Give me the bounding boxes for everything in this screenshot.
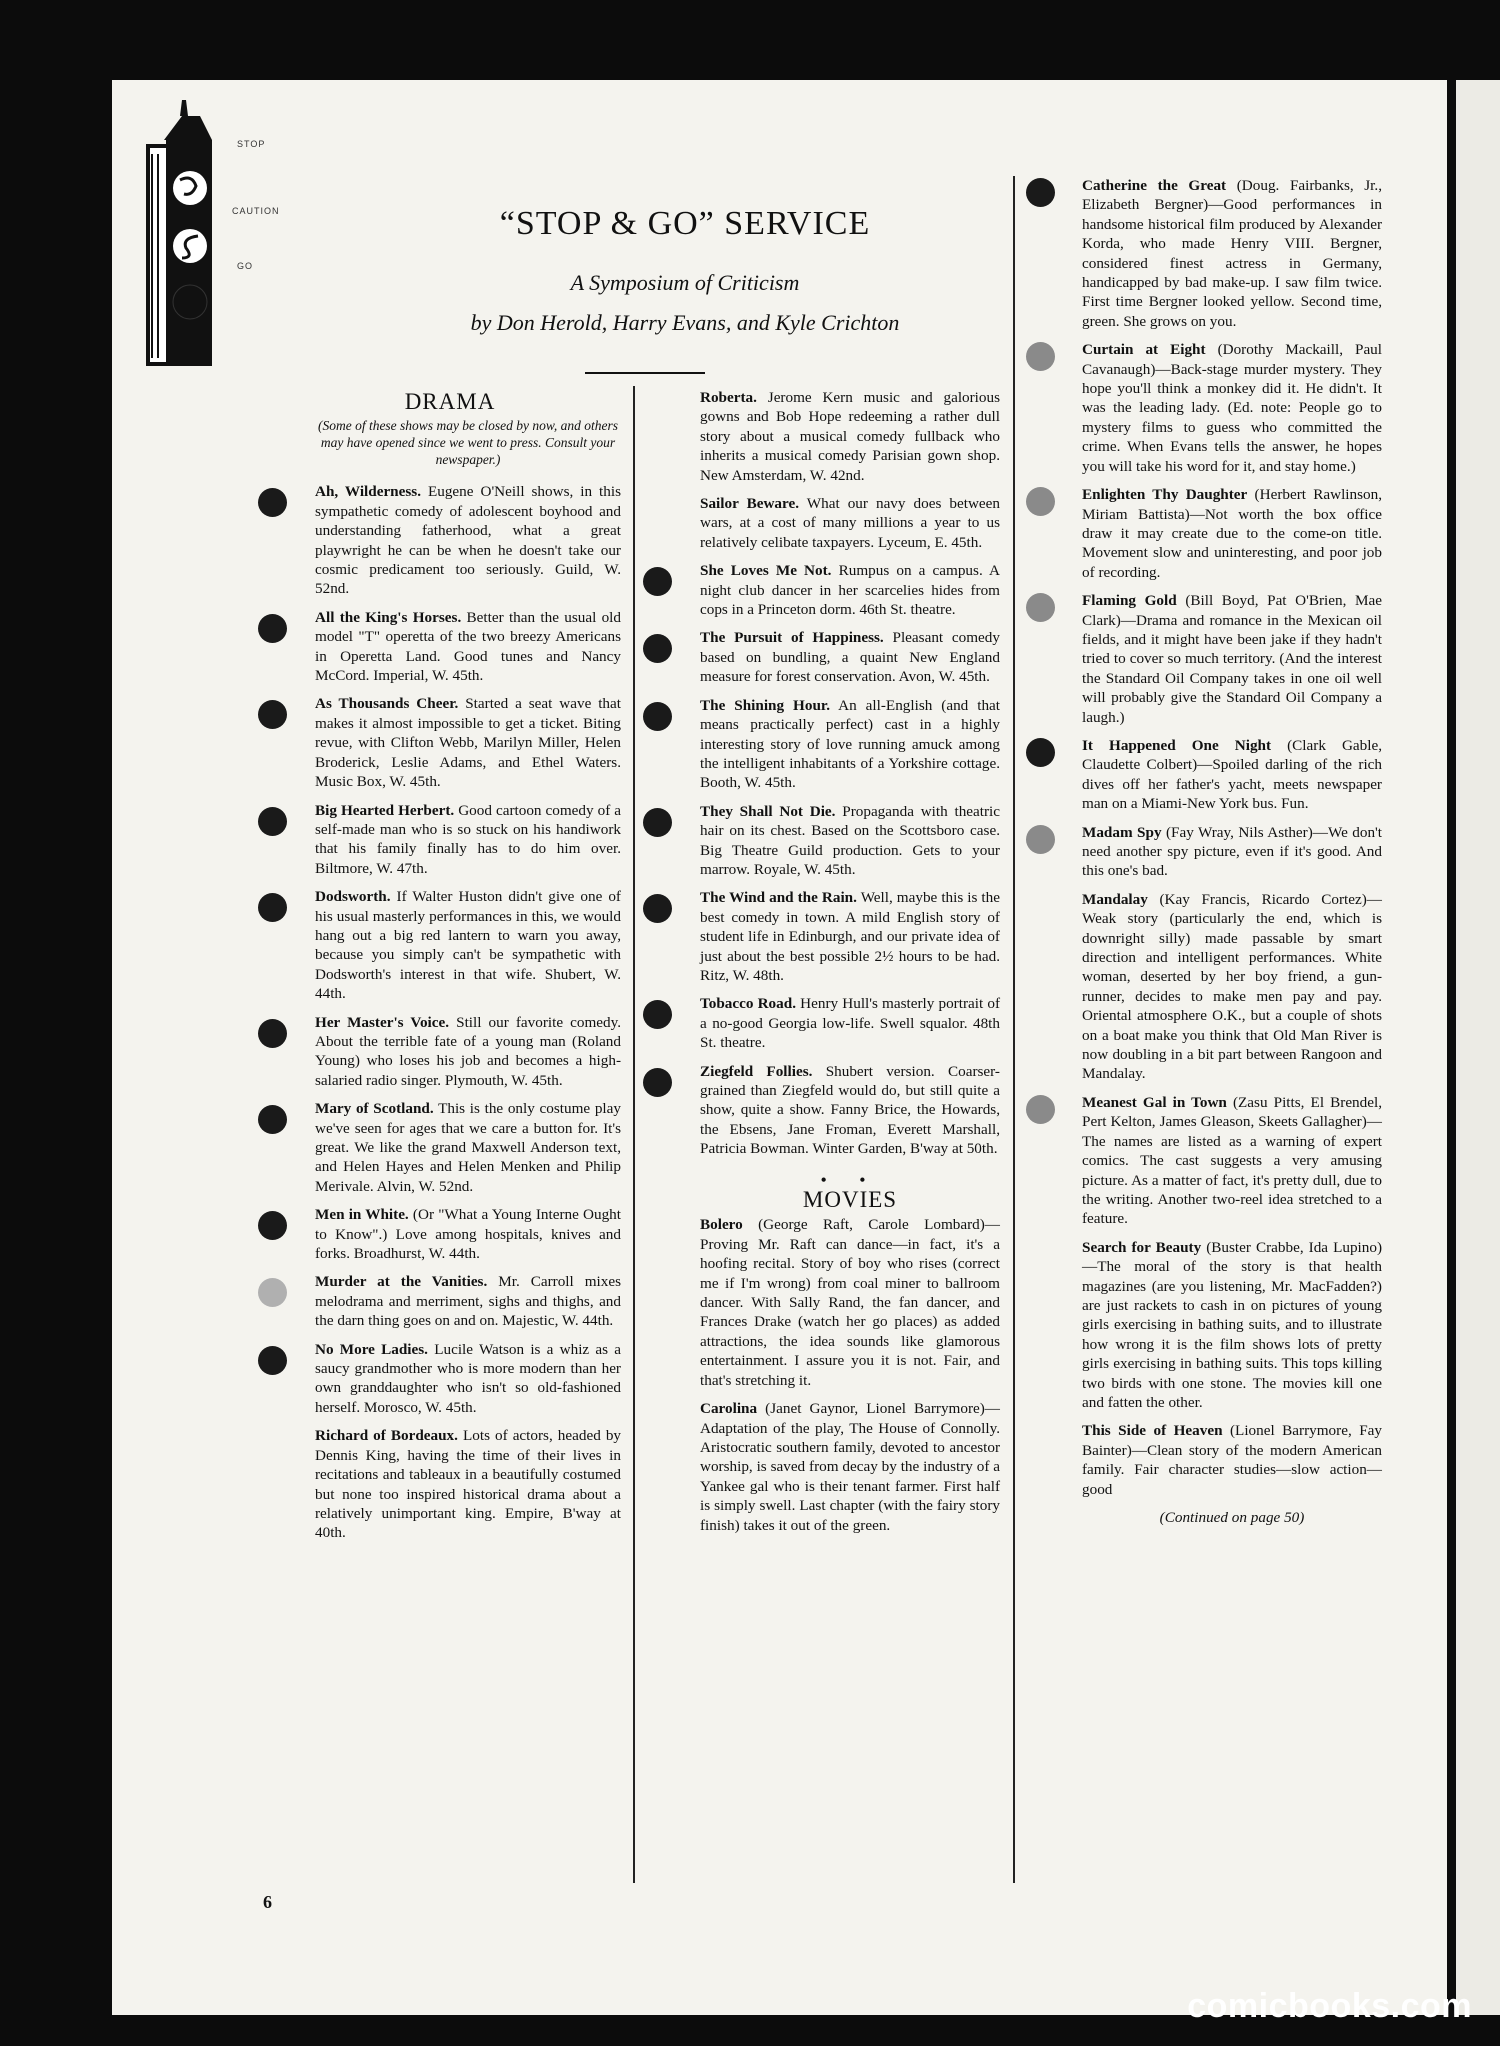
- review-text: (Zasu Pitts, El Brendel, Pert Kelton, James Gleason, Skeets Gallagher)—The names are listed as a warning of expert comics. The cast suggests a very amusing picture. As a matter of fact, it's pretty dull, due to the writing. Another two-reel idea stretched to a feature.: [1082, 1093, 1383, 1228]
- review-entry: [315, 1426, 621, 1542]
- review-title: Madam Spy: [1082, 823, 1162, 841]
- signal-go-icon: [258, 614, 287, 643]
- page-number: 6: [263, 1892, 272, 1912]
- review-entry: [315, 1340, 621, 1418]
- review-entry: [315, 482, 621, 598]
- review-title: Murder at the Vanities.: [315, 1273, 488, 1291]
- signal-go-icon: [258, 1019, 287, 1048]
- review-title: Catherine the Great: [1082, 177, 1227, 194]
- movies-list-continued: [1082, 176, 1382, 1499]
- review-text: (Herbert Rawlinson, Miriam Battista)—Not worth the box office draw it may create due to the come-on title. Movement slow and uninteresting, and poor job of recording.: [1082, 486, 1382, 581]
- review-entry: [1082, 890, 1382, 1084]
- review-entry: [700, 1062, 1000, 1159]
- review-title: No More Ladies.: [315, 1340, 428, 1358]
- movies-list: [700, 1215, 1000, 1535]
- review-title: Enlighten Thy Daughter: [1082, 486, 1248, 504]
- review-text: (Lionel Barrymore, Fay Bainter)—Clean story of the modern American family. Fair character studies—slow action—good: [1082, 1422, 1382, 1498]
- review-entry: [315, 1205, 621, 1263]
- review-title: Men in White.: [315, 1206, 409, 1224]
- review-entry: [315, 887, 621, 1003]
- signal-go-icon: [258, 1346, 287, 1375]
- byline: by Don Herold, Harry Evans, and Kyle Crichton: [470, 310, 900, 335]
- review-title: It Happened One Night: [1082, 736, 1272, 754]
- signal-label-stop: STOP: [237, 139, 266, 149]
- review-entry: [315, 1272, 621, 1330]
- review-entry: [700, 1399, 1000, 1535]
- review-entry: [315, 1099, 621, 1196]
- review-entry: [700, 494, 1000, 552]
- column-movies: [1082, 176, 1382, 1527]
- signal-label-go: GO: [237, 261, 254, 271]
- page-title: “STOP & GO” SERVICE: [499, 205, 871, 242]
- review-entry: [700, 888, 1000, 985]
- continued-note: (Continued on page 50): [1159, 1509, 1305, 1526]
- drama-list-continued: [700, 388, 1000, 1159]
- signal-go-icon: [258, 1105, 287, 1134]
- signal-go-icon: [643, 702, 672, 731]
- review-entry: [1082, 823, 1382, 881]
- review-entry: [315, 608, 621, 686]
- review-title: Big Hearted Herbert.: [315, 801, 455, 819]
- review-title: Roberta.: [700, 389, 757, 406]
- review-title: This Side of Heaven: [1082, 1422, 1223, 1440]
- review-entry: [1082, 1238, 1382, 1413]
- review-title: All the King's Horses.: [315, 608, 462, 626]
- review-text: (Janet Gaynor, Lionel Barrymore)—Adaptation of the play, The House of Connolly. Aristocratic southern family, devoted to ancestor worship, is saved from decay by the industry of a Yankee gal who is their tenant farmer. First half is simply swell. Last chapter (with the fairy story finish) takes it out of the green.: [700, 1400, 1000, 1534]
- signal-go-icon: [258, 807, 287, 836]
- page-subtitle: A Symposium of Criticism: [570, 270, 800, 295]
- review-text: Henry Hull's masterly portrait of a no-good Georgia low-life. Swell squalor. 48th St. theatre.: [700, 995, 1001, 1052]
- column-middle: [700, 388, 1000, 1544]
- review-title: Search for Beauty: [1082, 1238, 1202, 1256]
- review-title: Ziegfeld Follies.: [700, 1062, 813, 1080]
- drama-list: [315, 482, 621, 1542]
- traffic-signal-icon: [142, 96, 226, 366]
- review-entry: [700, 628, 1000, 686]
- signal-go-icon: [643, 808, 672, 837]
- review-text: An all-English (and that means practically perfect) cast in a highly interesting story of love running amuck among the intelligent inhabitants of a Yorkshire cottage. Booth, W. 45th.: [700, 696, 1000, 792]
- review-entry: [1082, 1093, 1382, 1229]
- signal-caution-icon: [1026, 487, 1055, 516]
- review-title: The Shining Hour.: [700, 696, 831, 714]
- review-title: Meanest Gal in Town: [1082, 1093, 1227, 1111]
- review-text: Lucile Watson is a whiz as a saucy grandmother who is more modern than her own granddaughter who isn't so old-fashioned herself. Morosco, W. 45th.: [315, 1340, 621, 1416]
- review-title: As Thousands Cheer.: [315, 695, 459, 713]
- review-text: (Clark Gable, Claudette Colbert)—Spoiled darling of the rich dives off her father's yacht, meets newspaper man on a Miami-New York bus. Fun.: [1082, 736, 1383, 813]
- signal-go-icon: [1026, 178, 1055, 207]
- column-divider-1: [633, 386, 635, 1883]
- review-text: Still our favorite comedy. About the terrible fate of a young man (Roland Young) who loses his job and becomes a high-salaried radio singer. Plymouth, W. 45th.: [315, 1013, 622, 1089]
- drama-note: (Some of these shows may be closed by now, and others may have opened since we went to press. Consult your newspaper.): [317, 418, 619, 468]
- review-text: (Buster Crabbe, Ida Lupino)—The moral of the story is that health magazines (are you listening, Mr. MacFadden?) are just rackets to cash in on pictures of young girls exercising in bathing suits, and to illustrate how wrong it is the film shows lots of pretty girls exercising in bathing suits. This tops killing two birds with one stone. The movies kill one and fatten the other.: [1082, 1238, 1382, 1411]
- review-text: Good cartoon comedy of a self-made man who is so stuck on his handiwork that his family finally has to do him over. Biltmore, W. 47th.: [315, 801, 622, 877]
- section-separator: • •: [820, 1169, 880, 1190]
- review-text: Well, maybe this is the best comedy in town. A mild English story of student life in Edinburgh, and our private idea of just about the best possible 2½ hours to be had. Ritz, W. 48th.: [700, 889, 1000, 984]
- review-entry: [700, 994, 1000, 1052]
- review-text: Jerome Kern music and galorious gowns and Bob Hope redeeming a rather dull story about a musical comedy fullback who inherits a musical comedy Parisian gown shop. New Amsterdam, W. 42nd.: [700, 389, 1001, 484]
- signal-label-caution: CAUTION: [232, 206, 280, 216]
- review-text: (Bill Boyd, Pat O'Brien, Mae Clark)—Drama and romance in the Mexican oil fields, and it might have been jake if they hadn't tried to cover so much territory. (And the interest the Standard Oil Company takes in one oil well will probably give the Standard Oil Company a laugh.): [1082, 592, 1382, 726]
- review-text: (Dorothy Mackaill, Paul Cavanaugh)—Back-stage murder mystery. They hope you'll think a monkey did it. He didn't. It was the leading lady. (Ed. note: People go to mystery films to guess who committed the crime. When Evans tells the answer, he hopes you will take his word for it, and stay home.): [1082, 341, 1382, 475]
- column-drama: [315, 389, 622, 1552]
- review-entry: [315, 801, 621, 879]
- drama-heading: DRAMA: [404, 389, 496, 414]
- movies-heading: MOVIES: [802, 1187, 898, 1213]
- review-entry: [700, 802, 1000, 880]
- watermark: comicbooks.com: [1187, 1987, 1472, 2025]
- review-title: They Shall Not Die.: [700, 802, 836, 820]
- review-text: (George Raft, Carole Lombard)—Proving Mr. Raft can dance—in fact, it's a hoofing recital. Story of boy who rises (correct me if I'm wrong) from coal miner to ballroom dancer. With Sally Rand, the fan dancer, and Frances Drake (watch her go places) as added attractions, the idea sounds like glamorous entertainment. I assure you it is not. Fair, and that's stretching it.: [700, 1216, 1000, 1389]
- review-title: Curtain at Eight: [1082, 341, 1206, 359]
- signal-caution-icon: [1026, 1095, 1055, 1124]
- signal-go-icon: [1026, 738, 1055, 767]
- review-title: The Wind and the Rain.: [700, 889, 857, 907]
- review-text: Eugene O'Neill shows, in this sympathetic comedy of adolescent boyhood and understanding fatherhood, what a great playwright he can be when he doesn't take our cosmic predicament too seriously. Guild, W. 52nd.: [315, 483, 621, 598]
- review-title: The Pursuit of Happiness.: [700, 629, 884, 647]
- review-title: Carolina: [700, 1400, 758, 1418]
- review-title: Bolero: [700, 1216, 743, 1234]
- title-divider: [585, 372, 705, 374]
- review-text: Lots of actors, headed by Dennis King, having the time of their lives in recitations and tableaux in a beautifully costumed but none too inspired historical drama about a relatively unimportant king. Empire, B'way at 40th.: [315, 1427, 622, 1542]
- review-title: Richard of Bordeaux.: [315, 1427, 458, 1445]
- signal-go-icon: [643, 1068, 672, 1097]
- review-entry: [1082, 1421, 1382, 1499]
- review-entry: [315, 694, 621, 791]
- review-title: Mandalay: [1082, 890, 1148, 908]
- review-text: Pleasant comedy based on bundling, a quaint New England measure for forest conservation. Avon, W. 45th.: [700, 629, 1000, 686]
- review-entry: [700, 561, 1000, 619]
- review-title: Flaming Gold: [1082, 592, 1177, 610]
- review-title: Mary of Scotland.: [315, 1100, 434, 1118]
- review-text: If Walter Huston didn't give one of his usual masterly performances in this, we would hang out a big red lantern to warn you away, because you simply can't be sympathetic with Dodsworth's interest in that wife. Shubert, W. 44th.: [315, 888, 621, 1003]
- review-title: Her Master's Voice.: [315, 1013, 450, 1031]
- review-title: Tobacco Road.: [700, 995, 796, 1013]
- signal-caution-icon: [1026, 825, 1055, 854]
- review-entry: [1082, 736, 1382, 814]
- review-title: Sailor Beware.: [700, 495, 800, 513]
- review-text: Better than the usual old model "T" operetta of the two breezy Americans in Operetta Land. Good tunes and Nancy McCord. Imperial, W. 45th.: [315, 608, 621, 685]
- review-entry: [700, 696, 1000, 793]
- review-text: (Fay Wray, Nils Asther)—We don't need another spy picture, even if it's good. And this one's bad.: [1082, 823, 1383, 880]
- review-text: (Doug. Fairbanks, Jr., Elizabeth Bergner)—Good performances in handsome historical film produced by Alexander Korda, who made Henry VIII. Bergner, considered finest actress in Germany, handicapped by bad make-up. I saw film twice. First time Bergner looked yellow. Second time, green. She grows on you.: [1082, 177, 1382, 330]
- review-text: Started a seat wave that makes it almost impossible to get a ticket. Biting revue, with Clifton Webb, Marilyn Miller, Helen Broderick, Leslie Adams, and Ethel Waters. Music Box, W. 45th.: [315, 695, 621, 791]
- signal-caution-icon: [1026, 593, 1055, 622]
- review-entry: [1082, 340, 1382, 476]
- signal-go-icon: [258, 1211, 287, 1240]
- review-text: Mr. Carroll mixes melodrama and merriment, sighs and thighs, and the darn thing goes on and on. Majestic, W. 44th.: [315, 1273, 621, 1330]
- review-entry: [700, 388, 1000, 485]
- review-text: Shubert version. Coarser-grained than Ziegfeld would do, but still quite a show, quite a show. Fanny Brice, the Howards, the Ebsens, Jane Froman, Everett Marshall, Patricia Bowman. Winter Garden, B'way at 50th.: [700, 1062, 1000, 1158]
- review-text: What our navy does between wars, at a cost of many millions a year to us relatively celibate taxpayers. Lyceum, E. 45th.: [700, 495, 1000, 551]
- review-entry: [1082, 591, 1382, 727]
- signal-go-icon: [258, 893, 287, 922]
- review-entry: [1082, 176, 1382, 331]
- review-text: Rumpus on a campus. A night club dancer in her scarcelies hides from cops in a Princeton dorm. 46th St. theatre.: [700, 562, 1000, 619]
- review-text: This is the only costume play we've seen for ages that we care a button for. It's great. We like the grand Maxwell Anderson text, and Helen Hayes and Helen Menken and Philip Merivale. Alvin, W. 52nd.: [315, 1100, 621, 1195]
- column-divider-2: [1013, 176, 1015, 1883]
- review-title: She Loves Me Not.: [700, 562, 832, 580]
- review-text: Propaganda with theatric hair on its chest. Based on the Scottsboro case. Big Theatre Guild production. Gets to your marrow. Royale, W. 45th.: [700, 802, 1001, 878]
- review-title: Dodsworth.: [315, 888, 391, 906]
- review-text: (Kay Francis, Ricardo Cortez)—Weak story (particularly the end, which is downright silly) made passable by smart direction and intelligent performances. White woman, deserted by her boy friend, a gun-runner, decides to make men pay and pay. Oriental atmosphere O.K., but a couple of shots on a boat make you think that Old Man River is now doubling in a bit part between Rangoon and Mandalay.: [1082, 890, 1382, 1083]
- adjacent-page-edge: [1456, 80, 1500, 2015]
- review-title: Ah, Wilderness.: [315, 483, 421, 501]
- review-entry: [1082, 485, 1382, 582]
- review-entry: [700, 1215, 1000, 1390]
- review-text: (Or "What a Young Interne Ought to Know".) Love among hospitals, knives and forks. Broadhurst, W. 44th.: [315, 1206, 621, 1263]
- review-entry: [315, 1013, 621, 1091]
